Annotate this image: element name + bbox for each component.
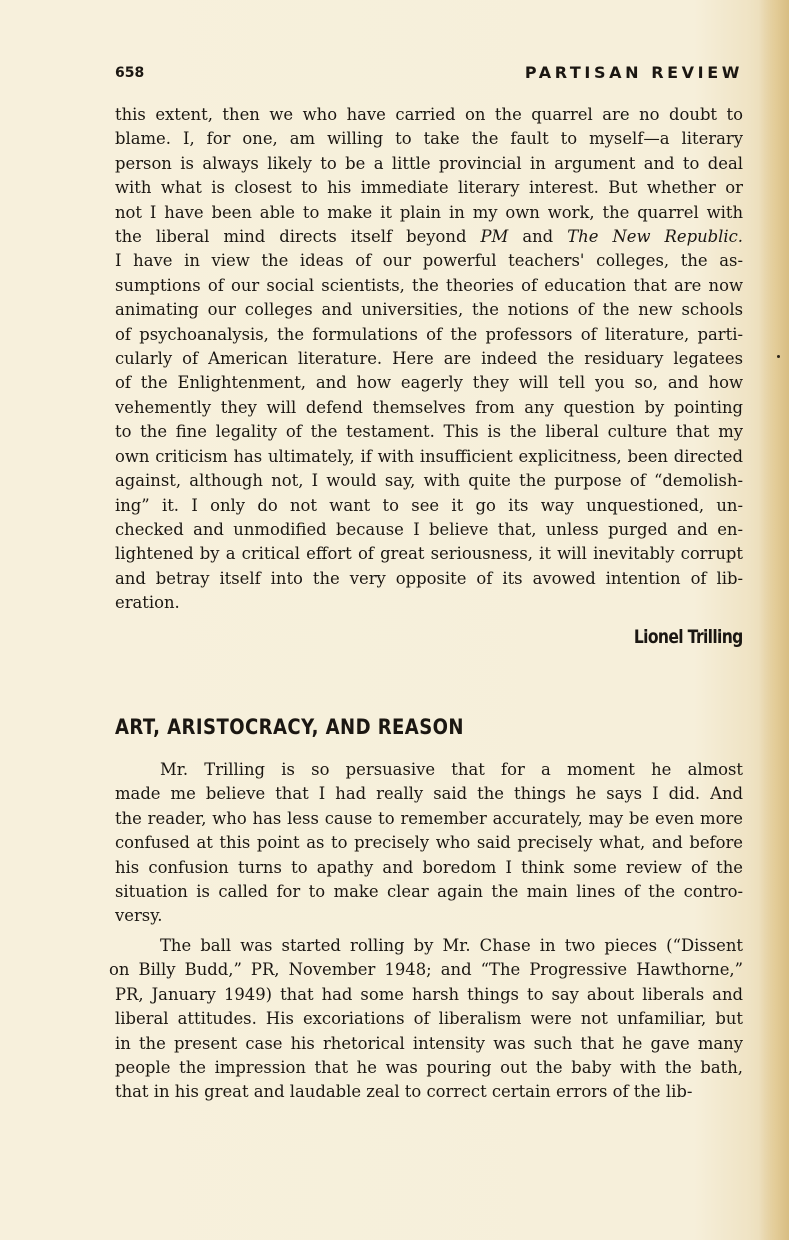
text-line: not I have been able to make it plain in my own work, the quarrel with [115,202,743,222]
text-line: cularly of American literature. Here are indeed the residuary legatees [115,349,743,369]
text-line: versy. [115,906,163,926]
text-line: the reader, who has less cause to remember accurately, may be even more [115,808,743,828]
text-line: The ball was started rolling by Mr. Chase in two pieces (“Dissent [160,936,743,955]
text-line: vehemently they will defend themselves from any question by pointing [115,397,743,417]
text-line: this extent, then we who have carried on the quarrel are no doubt to [115,105,743,124]
text-line: with what is closest to his immediate literary interest. But whether or [115,178,743,198]
author-signature: Lionel Trilling [634,626,743,648]
text-line: his confusion turns to apathy and boredom I think some review of the [115,857,743,877]
page-edge-shading [759,0,789,1240]
text-line: that in his great and laudable zeal to correct certain errors of the lib- [115,1082,693,1102]
text-line: checked and unmodified because I believe that, unless purged and en- [115,519,743,539]
page-header [115,62,743,86]
text-line: against, although not, I would say, with quite the purpose of “demolish- [115,471,743,491]
trilling-reply-text [115,103,743,616]
running-head: PARTISAN REVIEW [524,63,743,82]
text-line: own criticism has ultimately, if with insufficient explicitness, been directed [115,446,743,466]
essay-paragraph-2 [109,934,743,1105]
text-line: person is always likely to be a little provincial in argument and to deal [115,153,743,173]
text-line: eration. [115,593,180,613]
text-line: of the Enlightenment, and how eagerly they will tell you so, and how [115,373,743,393]
text-line: blame. I, for one, am willing to take the fault to myself—a literary [115,129,743,149]
text-line: in the present case his rhetorical intensity was such that he gave many [115,1033,743,1053]
text-line: sumptions of our social scientists, the theories of education that are now [115,275,743,295]
speck-mark [777,355,780,358]
text-line: animating our colleges and universities, the notions of the new schools [115,300,743,320]
section-title: ART, ARISTOCRACY, AND REASON [115,715,464,739]
page-number: 658 [115,65,145,81]
text-line: liberal attitudes. His excoriations of liberalism were not unfamiliar, but [115,1009,743,1029]
text-line: and betray itself into the very opposite of its avowed intention of lib- [115,568,743,588]
text-line: I have in view the ideas of our powerful teachers' colleges, the as- [115,251,743,271]
essay-paragraph-1 [115,758,743,929]
text-line: confused at this point as to precisely who said precisely what, and before [115,833,743,853]
text-line: to the fine legality of the testament. This is the liberal culture that my [115,422,743,442]
text-line: lightened by a critical effort of great seriousness, it will inevitably corrupt [115,544,743,564]
text-line: people the impression that he was pouring out the baby with the bath, [115,1058,743,1078]
text-line: PR, January 1949) that had some harsh things to say about liberals and [115,984,743,1004]
text-line: ing” it. I only do not want to see it go its way unquestioned, un- [115,495,743,515]
text-line: on Billy Budd,” PR, November 1948; and “The Progressive Hawthorne,” [109,960,743,980]
text-line: of psychoanalysis, the formulations of the professors of literature, parti- [115,324,743,344]
text-line: Mr. Trilling is so persuasive that for a moment he almost [160,760,743,779]
text-line: made me believe that I had really said the things he says I did. And [115,784,743,804]
text-line: situation is called for to make clear again the main lines of the contro- [115,882,743,902]
text-line: the liberal mind directs itself beyond PM and The New Republic. [115,227,744,247]
